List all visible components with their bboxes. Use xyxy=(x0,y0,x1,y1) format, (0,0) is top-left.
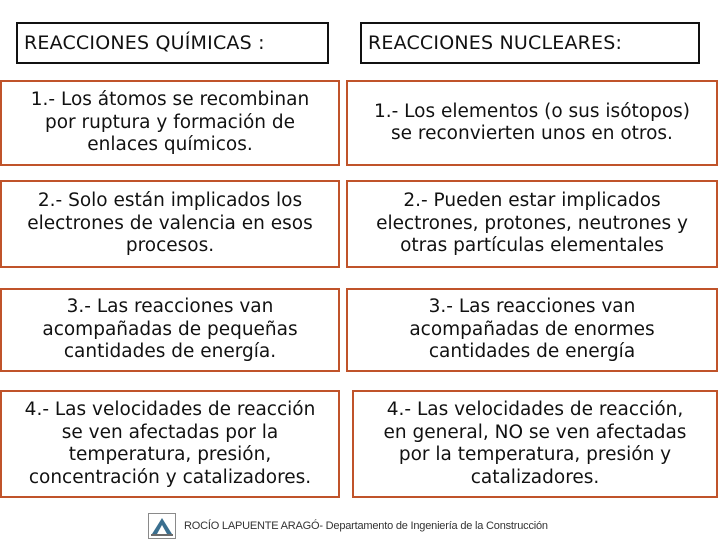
text-line: procesos. xyxy=(125,235,215,257)
text-line: 2.- Pueden estar implicados xyxy=(403,190,661,212)
quimicas-point-2 xyxy=(0,180,340,268)
text-line: catalizadores. xyxy=(470,466,600,488)
text-line: temperatura, presión, xyxy=(68,444,272,465)
text-line: electrones de valencia en esos xyxy=(27,212,313,234)
text-line: 1.- Los elementos (o sus isótopos) xyxy=(373,100,691,122)
text-line: cantidades de energía. xyxy=(63,341,277,363)
text-line: acompañadas de pequeñas xyxy=(42,318,298,340)
university-logo-icon xyxy=(148,513,176,539)
text-line: acompañadas de enormes xyxy=(409,318,655,340)
header-nucleares-label: REACCIONES NUCLEARES: xyxy=(368,32,623,54)
text-line: 1.- Los átomos se recombinan xyxy=(30,89,310,111)
text-line: enlaces químicos. xyxy=(87,134,253,156)
text-line: otras partículas elementales xyxy=(400,235,664,257)
text-line: se reconvierten unos en otros. xyxy=(391,123,673,144)
nucleares-point-3 xyxy=(346,288,718,372)
quimicas-point-4 xyxy=(0,390,340,498)
text-line: 4.- Las velocidades de reacción, xyxy=(386,399,684,420)
text-line: electrones, protones, neutrones y xyxy=(376,212,688,234)
header-quimicas xyxy=(16,22,329,64)
text-line: por ruptura y formación de xyxy=(44,111,296,133)
text-line: 3.- Las reacciones van xyxy=(428,296,636,318)
text-line: 4.- Las velocidades de reacción xyxy=(24,399,316,420)
text-line: se ven afectadas por la xyxy=(61,421,279,443)
nucleares-point-2 xyxy=(346,180,718,268)
footer xyxy=(148,512,608,540)
nucleares-point-1 xyxy=(346,80,718,166)
text-line: 3.- Las reacciones van xyxy=(66,296,274,318)
footer-credit: ROCÍO LAPUENTE ARAGÓ- Departamento de Ingeniería de la Construcción xyxy=(184,520,548,532)
text-line: concentración y catalizadores. xyxy=(28,466,312,488)
text-line: cantidades de energía xyxy=(428,341,636,363)
text-line: 2.- Solo están implicados los xyxy=(37,190,303,212)
text-line: en general, NO se ven afectadas xyxy=(383,421,687,443)
quimicas-point-3 xyxy=(0,288,340,372)
header-nucleares xyxy=(360,22,700,64)
nucleares-point-4 xyxy=(352,390,718,498)
header-quimicas-label: REACCIONES QUÍMICAS : xyxy=(24,32,265,54)
text-line: por la temperatura, presión y xyxy=(398,444,672,465)
quimicas-point-1 xyxy=(0,80,340,166)
